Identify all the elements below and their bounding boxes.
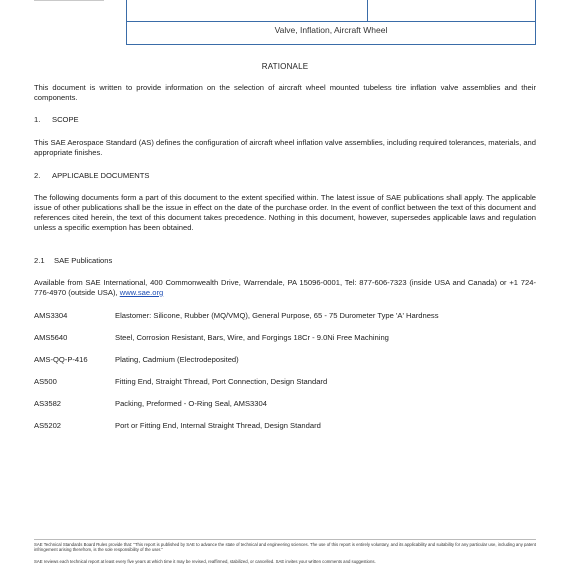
header-top-row [127,0,535,22]
applicable-documents-text: The following documents form a part of this document to the extent specified within. The latest issue of SAE publications shall apply. The applicable issue of other publications shall be the issue in effect on the date of the purchase order. In the event of conflict between the text of this document and references cited herein, the text of this document takes precedence. Nothing in this document, however, supersedes applicable laws and regulation unless a specific exemption has been obtained. [34,193,536,232]
applicable-documents-heading-text: APPLICABLE DOCUMENTS [52,171,150,180]
reference-code: AS3582 [34,399,62,408]
reference-title: Port or Fitting End, Internal Straight Thread, Design Standard [115,421,321,430]
corner-mark-left [34,0,104,1]
header-divider [367,0,368,21]
sae-availability-body: Available from SAE International, 400 Commonwealth Drive, Warrendale, PA 15096-0001, Tel: 877-606-7323 (inside USA and Canada) or +1 724-776-4970 (outside USA), [34,278,536,297]
sae-publications-heading-text: SAE Publications [54,256,113,265]
reference-title: Packing, Preformed - O-Ring Seal, AMS3304 [115,399,267,408]
footer-disclaimer: SAE Technical Standards Board Rules provide that: "This report is published by SAE to advance the state of technical and engineering sciences. The use of this report is entirely voluntary, and its applicability and suitability for any particular use, including any patent infringement arising therefrom, is the sole responsibility of the user." [34,542,536,553]
footer-review-notice: SAE reviews each technical report at least every five years at which time it may be revised, reaffirmed, stabilized, or cancelled. SAE invites your written comments and suggestions. [34,559,376,564]
rationale-text: This document is written to provide information on the selection of aircraft wheel mounted tubeless tire inflation valve assemblies and their components. [34,83,536,102]
scope-heading [34,115,79,125]
reference-code: AMS3304 [34,311,68,320]
sae-publications-number: 2.1 [34,256,45,265]
reference-title: Plating, Cadmium (Electrodeposited) [115,355,239,364]
sae-website-link[interactable]: www.sae.org [119,287,164,297]
sae-publications-heading [34,256,112,266]
scope-heading-text: SCOPE [52,115,79,124]
reference-title: Elastomer: Silicone, Rubber (MQ/VMQ), General Purpose, 65 - 75 Durometer Type 'A' Hardness [115,311,439,320]
rationale-heading: RATIONALE [261,62,309,71]
sae-availability-text [34,278,536,298]
reference-code: AMS5640 [34,333,68,342]
applicable-documents-heading [34,171,149,181]
reference-title: Fitting End, Straight Thread, Port Connection, Design Standard [115,377,328,386]
applicable-documents-number: 2. [34,171,41,180]
footer-rule [34,539,536,540]
document-title: Valve, Inflation, Aircraft Wheel [274,25,388,35]
reference-code: AS5202 [34,421,62,430]
document-header-box [126,0,536,45]
reference-title: Steel, Corrosion Resistant, Bars, Wire, and Forgings 18Cr - 9.0Ni Free Machining [115,333,389,342]
scope-text: This SAE Aerospace Standard (AS) defines the configuration of aircraft wheel inflation valve assemblies, including required tolerances, materials, and appropriate finishes. [34,138,536,157]
reference-code: AS500 [34,377,57,386]
reference-code: AMS-QQ-P-416 [34,355,88,364]
scope-number: 1. [34,115,41,124]
